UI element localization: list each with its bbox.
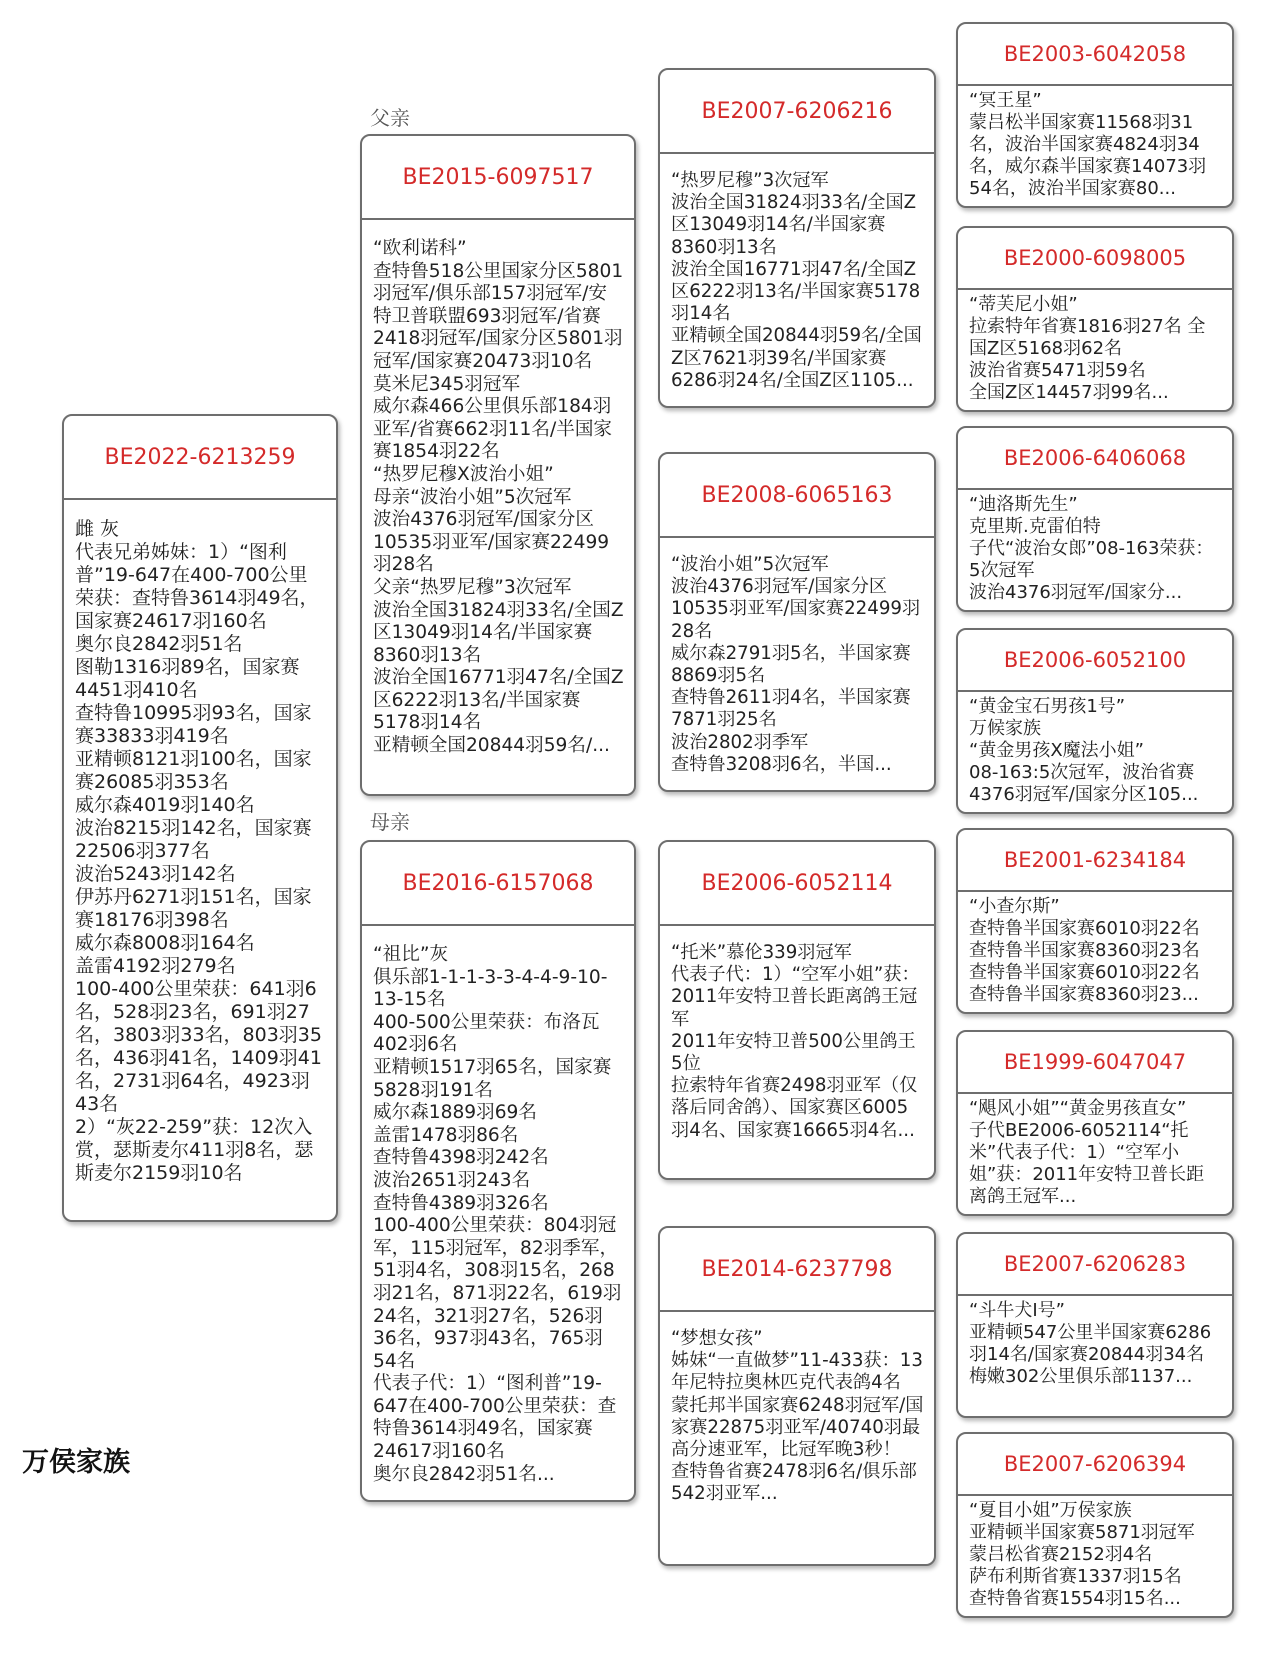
grandparent-details: “波治小姐”5次冠军 波治4376羽冠军/国家分区10535羽亚军/国家赛22499羽28名 威尔森2791羽5名，半国家赛8869羽5名 查特鲁2611羽4名，半国家赛7871羽25名 波治2802羽季军 查特鲁3208羽6名，半国... [671, 554, 921, 775]
dam-section-label: 母亲 [370, 810, 410, 834]
subject-details: 雌 灰 代表兄弟姊妹：1）“图利普”19-647在400-700公里荣获：查特鲁3614羽49名，国家赛24617羽160名 奥尔良2842羽51名 图勒1316羽89名，国家赛4451羽410名 查特鲁10995羽93名，国家赛33833羽419名 亚精顿8121羽100名，国家赛26085羽353名 威尔森4019羽140名 波治8215羽142名，国家赛22506羽377名 波治5243羽142名 伊苏丹6271羽151名，国家赛18176羽398名 威尔森8008羽164名 盖雷4192羽279名 100-400公里荣获：641羽6名，528羽23名，691羽27名，3803羽33名，803羽35名，436羽41名，1409羽41名，2731羽64名，4923羽43名 2）“灰22-259”获：12次入赏，瑟斯麦尔411羽8名，瑟斯麦尔2159羽10名 [75, 518, 322, 1184]
great-grandparent-card [956, 628, 1234, 814]
great-grandparent-ring-number: BE2007-6206283 [958, 1234, 1232, 1296]
grandparent-card [658, 68, 936, 408]
dam-card [360, 840, 636, 1502]
subject-card [62, 414, 338, 1222]
great-grandparent-details: “斗牛犬I号” 亚精顿547公里半国家赛6286羽14名/国家赛20844羽34名 梅嫩302公里俱乐部1137... [969, 1300, 1212, 1387]
grandparent-ring-number: BE2006-6052114 [660, 842, 934, 926]
great-grandparent-card [956, 1030, 1234, 1216]
grandparent-details: “梦想女孩” 姊妹“一直做梦”11-433获：13年尼特拉奥林匹克代表鸽4名 蒙托邦半国家赛6248羽冠军/国家赛22875羽亚军/40740羽最高分速亚军，比冠军晚3秒！ 查特鲁省赛2478羽6名/俱乐部542羽亚军... [671, 1328, 924, 1505]
great-grandparent-details: “黄金宝石男孩1号” 万候家族 “黄金男孩X魔法小姐” 08-163:5次冠军，波治省赛4376羽冠军/国家分区105... [969, 696, 1199, 805]
great-grandparent-ring-number: BE1999-6047047 [958, 1032, 1232, 1094]
dam-details: “祖比”灰 俱乐部1-1-1-3-3-4-4-9-10-13-15名 400-500公里荣获：布洛瓦402羽6名 亚精顿1517羽65名，国家赛5828羽191名 威尔森1889羽69名 盖雷1478羽86名 查特鲁4398羽242名 波治2651羽243名 查特鲁4389羽326名 100-400公里荣获：804羽冠军，115羽冠军，82羽季军，51羽4名，308羽15名，268羽21名，871羽22名，619羽24名，321羽27名，526羽36名，937羽43名，765羽54名 代表子代：1）“图利普”19-647在400-700公里荣获：查特鲁3614羽49名，国家赛24617羽160名 奥尔良2842羽51名... [373, 944, 622, 1485]
sire-details: “欧利诺科” 查特鲁518公里国家分区5801羽冠军/俱乐部157羽冠军/安特卫普联盟693羽冠军/省赛2418羽冠军/国家分区5801羽冠军/国家赛20473羽10名 莫米尼345羽冠军 威尔森466公里俱乐部184羽亚军/省赛662羽11名/半国家赛1854羽22名 “热罗尼穆X波治小姐” 母亲“波治小姐”5次冠军 波治4376羽冠军/国家分区10535羽亚军/国家赛22499羽28名 父亲“热罗尼穆”3次冠军 波治全国31824羽33名/全国Z区13049羽14名/半国家赛8360羽13名 波治全国16771羽47名/全国Z区6222羽13名/半国家赛5178羽14名 亚精顿全国20844羽59名/... [373, 238, 624, 757]
great-grandparent-details: “小查尔斯” 查特鲁半国家赛6010羽22名 查特鲁半国家赛8360羽23名 查特鲁半国家赛6010羽22名 查特鲁半国家赛8360羽23... [969, 896, 1200, 1005]
grandparent-card [658, 840, 936, 1180]
family-label: 万侯家族 [22, 1447, 130, 1478]
great-grandparent-ring-number: BE2001-6234184 [958, 830, 1232, 892]
great-grandparent-card [956, 828, 1234, 1014]
great-grandparent-card [956, 22, 1234, 208]
grandparent-ring-number: BE2007-6206216 [660, 70, 934, 154]
grandparent-details: “热罗尼穆”3次冠军 波治全国31824羽33名/全国Z区13049羽14名/半国家赛8360羽13名 波治全国16771羽47名/全国Z区6222羽13名/半国家赛5178羽14名 亚精顿全国20844羽59名/全国Z区7621羽39名/半国家赛6286羽24名/全国Z区1105... [671, 170, 922, 391]
dam-ring-number: BE2016-6157068 [362, 842, 634, 926]
grandparent-card [658, 452, 936, 792]
sire-card [360, 134, 636, 796]
great-grandparent-card [956, 1232, 1234, 1418]
great-grandparent-ring-number: BE2006-6052100 [958, 630, 1232, 692]
great-grandparent-card [956, 426, 1234, 612]
great-grandparent-details: “迪洛斯先生” 克里斯.克雷伯特 子代“波治女郎”08-163荣获：5次冠军 波治4376羽冠军/国家分... [969, 494, 1214, 603]
great-grandparent-details: “夏目小姐”万侯家族 亚精顿半国家赛5871羽冠军 蒙吕松省赛2152羽4名 萨布利斯省赛1337羽15名 查特鲁省赛1554羽15名... [969, 1500, 1195, 1609]
great-grandparent-details: “冥王星” 蒙吕松半国家赛11568羽31名，波治半国家赛4824羽34名，威尔森半国家赛14073羽54名，波治半国家赛80... [969, 90, 1207, 199]
sire-section-label: 父亲 [370, 106, 410, 130]
great-grandparent-card [956, 226, 1234, 412]
sire-ring-number: BE2015-6097517 [362, 136, 634, 220]
great-grandparent-ring-number: BE2006-6406068 [958, 428, 1232, 490]
grandparent-ring-number: BE2008-6065163 [660, 454, 934, 538]
grandparent-details: “托米”慕伦339羽冠军 代表子代：1）“空军小姐”获：2011年安特卫普长距离鸽王冠军 2011年安特卫普500公里鸽王5位 拉索特年省赛2498羽亚军（仅落后同舍鸽）、国家赛区6005羽4名、国家赛16665羽4名... [671, 942, 920, 1141]
grandparent-card [658, 1226, 936, 1566]
subject-ring-number: BE2022-6213259 [64, 416, 336, 500]
great-grandparent-ring-number: BE2003-6042058 [958, 24, 1232, 86]
great-grandparent-ring-number: BE2000-6098005 [958, 228, 1232, 290]
great-grandparent-ring-number: BE2007-6206394 [958, 1434, 1232, 1496]
great-grandparent-details: “蒂芙尼小姐” 拉索特年省赛1816羽27名 全国Z区5168羽62名 波治省赛5471羽59名 全国Z区14457羽99名... [969, 294, 1206, 403]
great-grandparent-details: “飓风小姐”“黄金男孩直女” 子代BE2006-6052114“托米”代表子代：1）“空军小姐”获：2011年安特卫普长距离鸽王冠军... [969, 1098, 1205, 1207]
grandparent-ring-number: BE2014-6237798 [660, 1228, 934, 1312]
great-grandparent-card [956, 1432, 1234, 1618]
